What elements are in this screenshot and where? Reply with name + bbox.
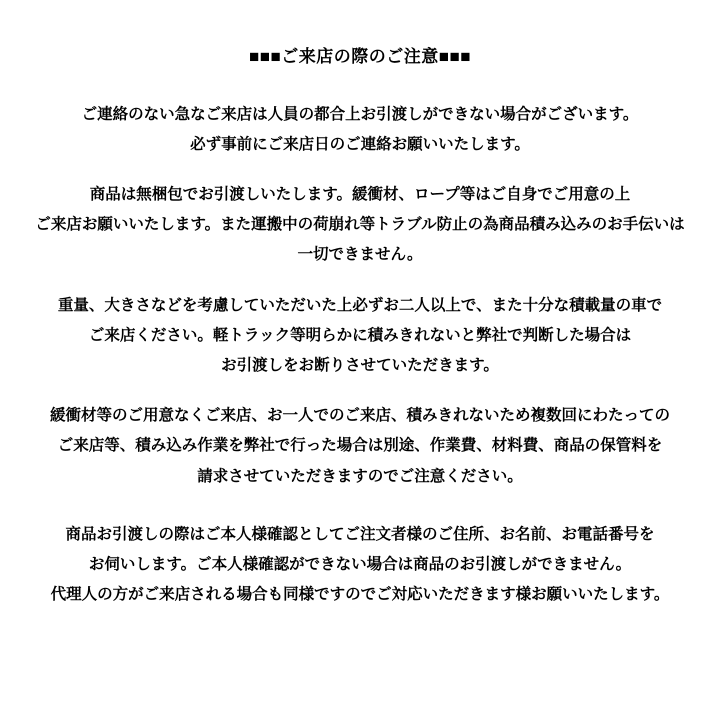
paragraph-line: 緩衝材等のご用意なくご来店、お一人でのご来店、積みきれないため複数回にわたっての [49,407,670,425]
paragraph-identity-check [14,520,706,611]
paragraph-line: 商品お引渡しの際はご本人様確認としてご注文者様のご住所、お名前、お電話番号を [65,525,655,543]
paragraph-line: 一切できません。 [297,246,423,264]
paragraph-extra-fees [14,401,706,492]
page-title: ■■■ご来店の際のご注意■■■ [248,47,472,66]
paragraph-line: ご来店等、積み込み作業を弊社で行った場合は別途、作業費、材料費、商品の保管料を [57,437,663,455]
paragraph-advance-notice [14,100,706,160]
paragraph-line: 請求させていただきますのでご注意ください。 [197,467,523,485]
paragraph-weight-vehicle [14,291,706,382]
paragraph-line: お引渡しをお断りさせていただきます。 [221,357,499,375]
paragraph-line: 必ず事前にご来店日のご連絡お願いいたします。 [190,135,530,153]
paragraph-line: ご連絡のない急なご来店は人員の都合上お引渡しができない場合がございます。 [81,105,639,123]
paragraph-packaging [14,180,706,271]
paragraph-line: ご来店お願いいたします。また運搬中の荷崩れ等トラブル防止の為商品積み込みのお手伝いは [35,216,685,234]
paragraph-line: 商品は無梱包でお引渡しいたします。緩衝材、ロープ等はご自身でご用意の上 [89,185,631,203]
paragraph-line: お伺いします。ご本人様確認ができない場合は商品のお引渡しができません。 [88,556,632,574]
paragraph-line: 重量、大きさなどを考慮していただいた上必ずお二人以上で、また十分な積載量の車で [57,296,663,314]
paragraph-line: 代理人の方がご来店される場合も同様ですのでご対応いただきます様お願いいたします。 [50,586,670,604]
paragraph-line: ご来店ください。軽トラック等明らかに積みきれないと弊社で判断した場合は [88,326,632,344]
